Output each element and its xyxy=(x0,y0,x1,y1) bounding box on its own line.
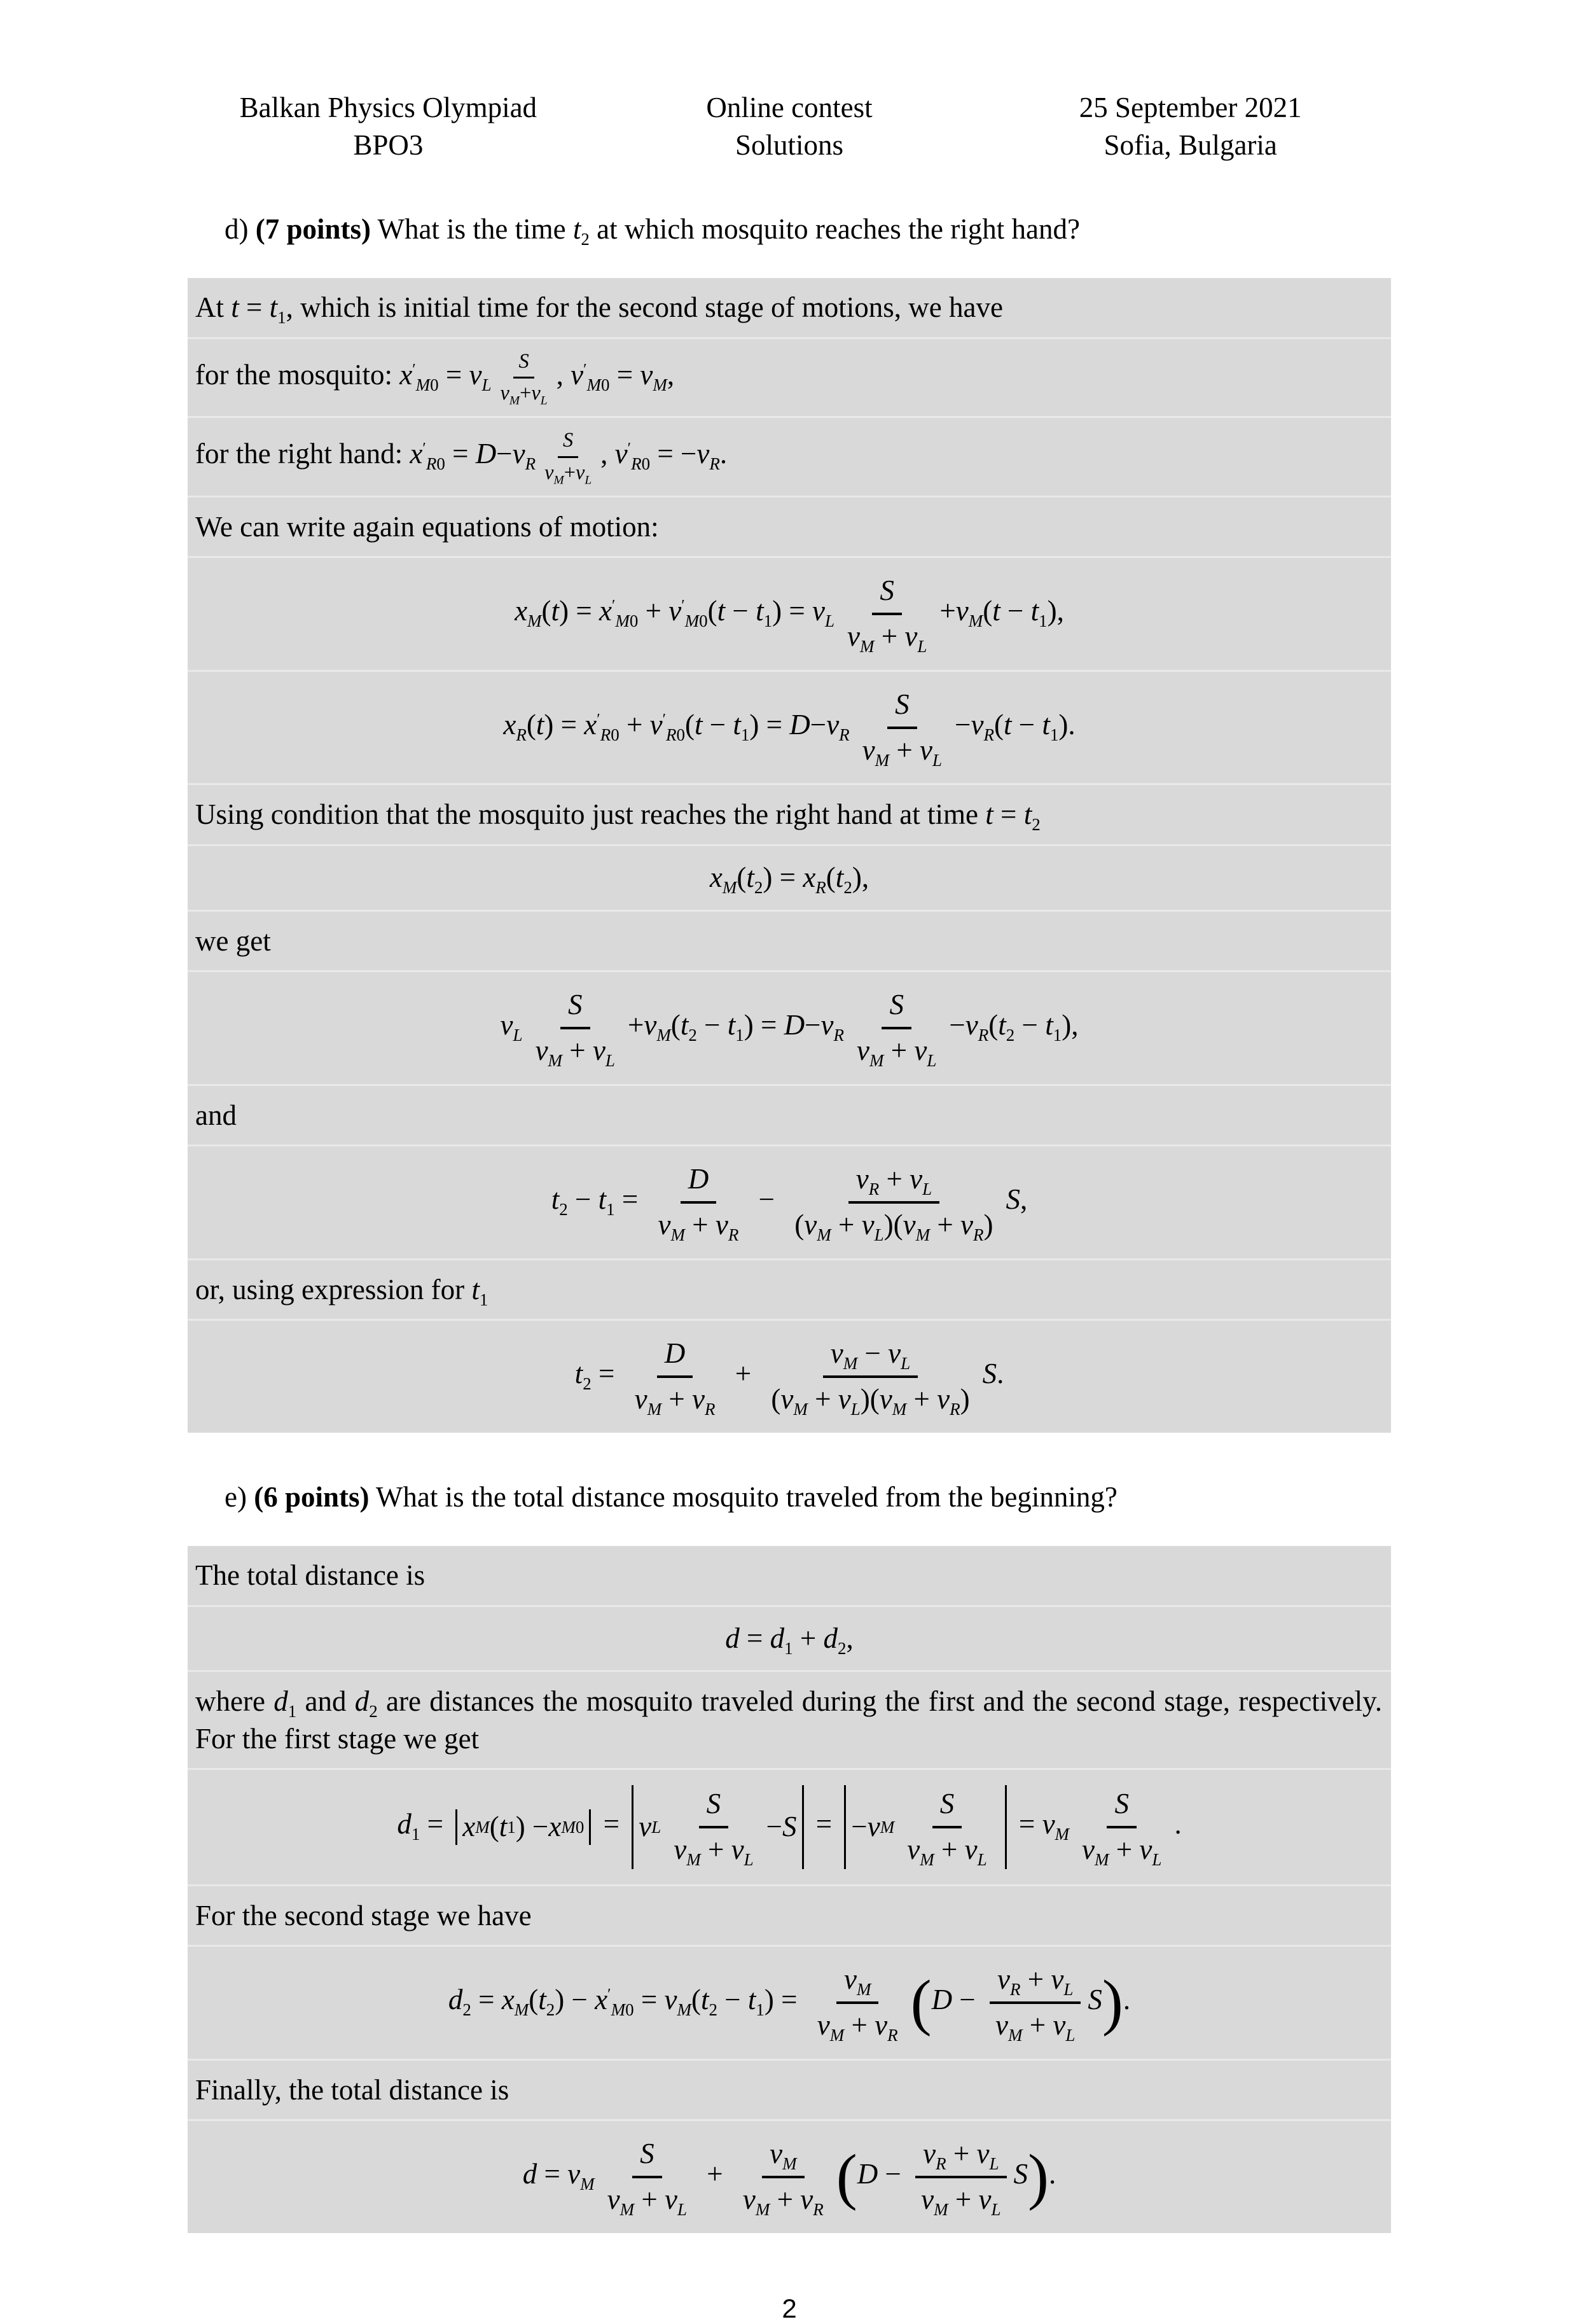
fraction: $\frac{v_R + v_L}{v_M + v_L}$ xyxy=(913,2136,1008,2218)
document-content xyxy=(188,211,1391,2233)
header-center xyxy=(589,89,990,165)
header-date: 25 September 2021 xyxy=(1079,92,1302,123)
solution-paragraph: For the second stage we have xyxy=(188,1886,1391,1945)
header-olympiad-code: BPO3 xyxy=(353,129,424,162)
fraction: $\frac{D}{v_M + v_R}$ xyxy=(634,1337,716,1419)
fraction: $\frac{S}{v_M+v_L}$ xyxy=(500,349,548,408)
fraction: $\frac{S}{v_M + v_L}$ xyxy=(1082,1788,1162,1870)
absolute-value: v L $\frac{S}{v_M + v_L}$ − S xyxy=(632,1785,803,1869)
solution-paragraph: for the mosquito: $x'_{M0} = v_L$ $\frac{S}{v_M+v_L}$ , $v'_{M0} = v_M$, xyxy=(188,339,1391,417)
solution-e xyxy=(188,1546,1391,2233)
inline-math: $t = t_2$ xyxy=(985,798,1041,835)
fraction: $\frac{S}{v_M + v_L}$ xyxy=(674,1788,754,1870)
solution-paragraph: and xyxy=(188,1086,1391,1145)
fraction: $\frac{S}{v_M + v_L}$ xyxy=(857,989,937,1070)
solution-paragraph: We can write again equations of motion: xyxy=(188,498,1391,557)
fraction: $\frac{S}{v_M + v_L}$ xyxy=(607,2138,688,2220)
solution-paragraph: Using condition that the mosquito just reaches the right hand at time $t = t_2$ xyxy=(188,785,1391,844)
fraction: $\frac{S}{v_M + v_L}$ xyxy=(862,688,943,770)
fraction: $\frac{S}{v_M+v_L}$ xyxy=(544,429,592,487)
solution-paragraph: At $t = t_1$, which is initial time for the second stage of motions, we have xyxy=(188,278,1391,337)
absolute-value: x M ( t 1 ) − x M0 xyxy=(455,1809,591,1845)
solution-paragraph: or, using expression for $t_1$ xyxy=(188,1260,1391,1319)
solution-equation: $t_2$ = $\frac{D}{v_M + v_R}$ + $\frac{v_M - v_L}{(v_M + v_L)(v_M + v_R)}$ S. xyxy=(188,1321,1391,1433)
fraction: $\frac{v_M - v_L}{(v_M + v_L)(v_M + v_R)}$ xyxy=(771,1337,970,1419)
solution-equation: $t_2 - t_1$ = $\frac{D}{v_M + v_R}$ − $\frac{v_R + v_L}{(v_M + v_L)(v_M + v_R)}$ S, xyxy=(188,1146,1391,1258)
solution-equation: $x_R(t) = x'_{R0} + v'_{R0}(t - t_1) = D-v_R$ $\frac{S}{v_M + v_L}$ $-v_R(t - t_1)$. xyxy=(188,672,1391,784)
inline-math: $d_1$ xyxy=(273,1685,297,1722)
solution-paragraph: Finally, the total distance is xyxy=(188,2061,1391,2120)
header-olympiad-name: Balkan Physics Olympiad xyxy=(239,92,537,123)
inline-math: $x'_{R0} = D-v_R$ $\frac{S}{v_M+v_L}$ , $v'_{R0} = -v_R$. xyxy=(410,429,728,487)
inline-math: $t_2$ xyxy=(572,212,590,249)
fraction: $\frac{v_M}{v_M + v_R}$ xyxy=(817,1963,898,2045)
solution-equation: $d = d_1 + d_2$, xyxy=(188,1607,1391,1671)
absolute-value: − v M $\frac{S}{v_M + v_L}$ xyxy=(844,1785,1006,1869)
solution-equation: $v_L$ $\frac{S}{v_M + v_L}$ $+v_M(t_2 - t_1) = D-v_R$ $\frac{S}{v_M + v_L}$ $-v_R(t_2 - t_1)$, xyxy=(188,972,1391,1084)
header-left xyxy=(188,89,589,165)
question-e: e) (6 points) What is the total distance mosquito traveled from the beginning? xyxy=(225,1480,1118,1513)
solution-equation: $x_M(t) = x'_{M0} + v'_{M0}(t - t_1) = v_L$ $\frac{S}{v_M + v_L}$ $+v_M(t - t_1)$, xyxy=(188,558,1391,670)
fraction: $\frac{S}{v_M + v_L}$ xyxy=(847,574,927,657)
solution-d xyxy=(188,278,1391,1432)
solution-paragraph: for the right hand: $x'_{R0} = D-v_R$ $\frac{S}{v_M+v_L}$ , $v'_{R0} = -v_R$. xyxy=(188,418,1391,496)
inline-math: $t = t_1$ xyxy=(231,291,286,328)
solution-paragraph: where $d_1$ and $d_2$ are distances the mosquito traveled during the first and the second stage, respectively. For the first stage we get xyxy=(188,1672,1391,1768)
question-d: d) (7 points) What is the time $t_2$ at which mosquito reaches the right hand? xyxy=(225,212,1080,249)
solution-paragraph: we get xyxy=(188,912,1391,971)
solution-equation: $x_M(t_2) = x_R(t_2)$, xyxy=(188,846,1391,910)
inline-math: $t_1$ xyxy=(471,1273,488,1309)
fraction: $\frac{D}{v_M + v_R}$ xyxy=(658,1163,739,1244)
inline-math: $x'_{M0} = v_L$ $\frac{S}{v_M+v_L}$ , $v'_{M0} = v_M$, xyxy=(399,349,675,408)
header-right xyxy=(990,89,1391,165)
solution-paragraph: The total distance is xyxy=(188,1546,1391,1605)
solution-equation: $d_1$ = x M ( t 1 ) − x M0 = v L $\frac{S}{v_M + v_L}$ − S = − v M $\frac{S}{v_M + v_L}$ = $v_M$ $\frac{S}{v_M + v_L}$ . xyxy=(188,1770,1391,1884)
header-contest-type: Online contest xyxy=(706,92,873,123)
header-location: Sofia, Bulgaria xyxy=(1104,129,1277,162)
fraction: $\frac{v_R + v_L}{v_M + v_L}$ xyxy=(988,1962,1083,2043)
fraction: $\frac{S}{v_M + v_L}$ xyxy=(907,1788,987,1870)
fraction: $\frac{S}{v_M + v_L}$ xyxy=(535,989,615,1070)
solution-equation: $d_2 = x_M(t_2) - x'_{M0} = v_M(t_2 - t_1)$ = $\frac{v_M}{v_M + v_R}$ (D − $\frac{v_R + v_L}{v_M + v_L}$ S). xyxy=(188,1947,1391,2059)
fraction: $\frac{v_R + v_L}{(v_M + v_L)(v_M + v_R)}$ xyxy=(794,1163,993,1244)
fraction: $\frac{v_M}{v_M + v_R}$ xyxy=(742,2138,824,2220)
inline-math: $d_2$ xyxy=(354,1685,378,1722)
solution-equation: $d = v_M$ $\frac{S}{v_M + v_L}$ + $\frac{v_M}{v_M + v_R}$ (D − $\frac{v_R + v_L}{v_M + v_L}$ S). xyxy=(188,2121,1391,2233)
header-document-type: Solutions xyxy=(735,129,844,162)
page-number: 2 xyxy=(782,2293,797,2323)
document-header xyxy=(188,89,1391,165)
